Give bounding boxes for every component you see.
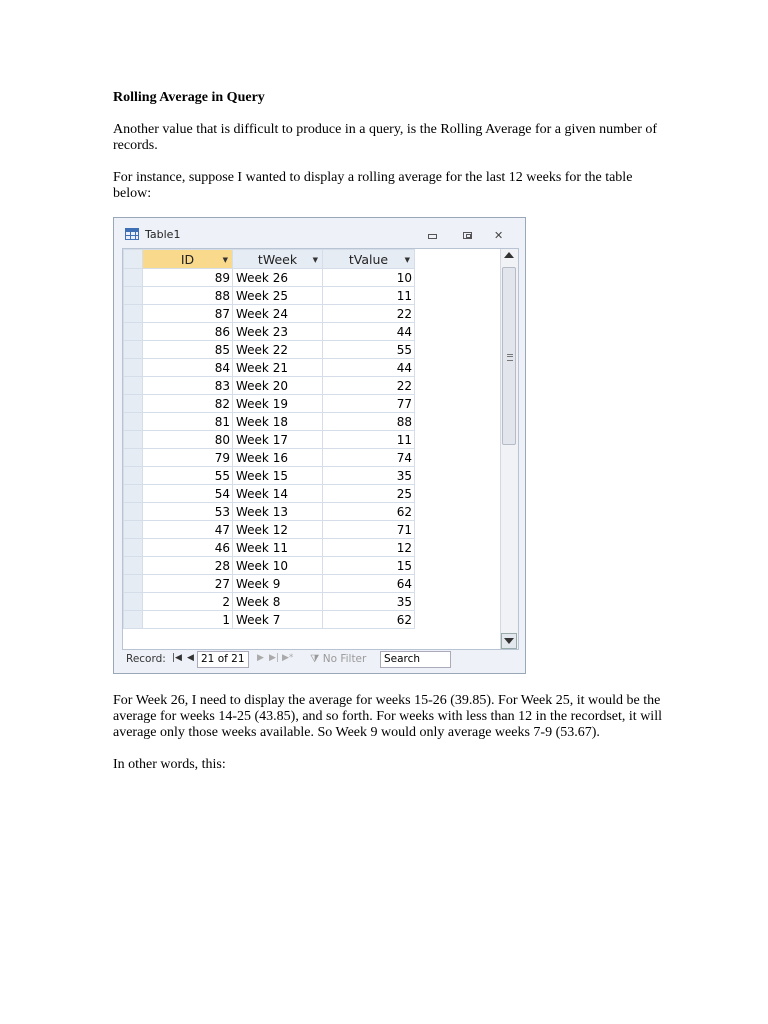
- record-selector[interactable]: [124, 359, 143, 377]
- column-header-label: tWeek: [257, 251, 298, 267]
- table-row[interactable]: [124, 377, 505, 395]
- last-record-icon[interactable]: ▶|: [269, 653, 279, 663]
- empty-cell: [415, 557, 505, 575]
- document-heading: Rolling Average in Query: [113, 90, 265, 105]
- cell-id[interactable]: 55: [143, 467, 233, 485]
- empty-cell: [415, 449, 505, 467]
- datasheet-table: [123, 249, 505, 629]
- record-selector[interactable]: [124, 305, 143, 323]
- paragraph-in-other-words: In other words, this:: [113, 757, 226, 772]
- cell-tvalue[interactable]: 22: [323, 377, 415, 395]
- table-icon: [125, 228, 139, 240]
- cell-id[interactable]: 2: [143, 593, 233, 611]
- record-selector[interactable]: [124, 503, 143, 521]
- scroll-down-icon[interactable]: [501, 633, 517, 649]
- cell-tvalue[interactable]: 77: [323, 395, 415, 413]
- cell-tweek[interactable]: Week 12: [233, 521, 323, 539]
- header-row: [124, 250, 505, 269]
- cell-tweek[interactable]: Week 20: [233, 377, 323, 395]
- column-header-id[interactable]: [143, 250, 233, 269]
- empty-cell: [415, 305, 505, 323]
- cell-tvalue[interactable]: 25: [323, 485, 415, 503]
- cell-tweek[interactable]: Week 22: [233, 341, 323, 359]
- cell-id[interactable]: 85: [143, 341, 233, 359]
- cell-id[interactable]: 89: [143, 269, 233, 287]
- cell-tvalue[interactable]: 10: [323, 269, 415, 287]
- empty-column: [415, 250, 505, 269]
- cell-tvalue[interactable]: 11: [323, 287, 415, 305]
- datasheet-grid: [122, 248, 519, 650]
- cell-tvalue[interactable]: 64: [323, 575, 415, 593]
- table-row[interactable]: [124, 323, 505, 341]
- table-row[interactable]: [124, 485, 505, 503]
- cell-tweek[interactable]: Week 24: [233, 305, 323, 323]
- cell-tvalue[interactable]: 12: [323, 539, 415, 557]
- dropdown-arrow-icon[interactable]: ▼: [404, 256, 410, 264]
- cell-tvalue[interactable]: 62: [323, 611, 415, 629]
- previous-record-icon[interactable]: ◀: [187, 653, 194, 663]
- cell-tvalue[interactable]: 44: [323, 323, 415, 341]
- table-row[interactable]: [124, 395, 505, 413]
- sort-descending-icon[interactable]: ▼: [222, 256, 228, 264]
- cell-tvalue[interactable]: 62: [323, 503, 415, 521]
- column-header-label: ID: [180, 251, 195, 267]
- cell-id[interactable]: 47: [143, 521, 233, 539]
- table-row[interactable]: [124, 269, 505, 287]
- record-selector[interactable]: [124, 269, 143, 287]
- cell-tweek[interactable]: Week 23: [233, 323, 323, 341]
- table-row[interactable]: [124, 611, 505, 629]
- record-selector[interactable]: [124, 395, 143, 413]
- scroll-up-icon[interactable]: [504, 252, 514, 258]
- new-record-icon[interactable]: ▶*: [282, 653, 294, 663]
- cell-tvalue[interactable]: 22: [323, 305, 415, 323]
- cell-id[interactable]: 53: [143, 503, 233, 521]
- cell-id[interactable]: 87: [143, 305, 233, 323]
- cell-id[interactable]: 79: [143, 449, 233, 467]
- cell-id[interactable]: 83: [143, 377, 233, 395]
- cell-tweek[interactable]: Week 8: [233, 593, 323, 611]
- first-record-icon[interactable]: |◀: [172, 653, 182, 663]
- cell-tweek[interactable]: Week 21: [233, 359, 323, 377]
- record-selector[interactable]: [124, 557, 143, 575]
- empty-cell: [415, 395, 505, 413]
- restore-icon[interactable]: [463, 232, 472, 239]
- paragraph-explanation: For Week 26, I need to display the average for weeks 15-26 (39.85). For Week 25, it would be the average for weeks 14-25 (43.85), and so forth. For weeks with less than 12 in the recordset, it will average only those weeks available. So Week 9 would only average weeks 7-9 (53.67).: [113, 693, 662, 740]
- cell-id[interactable]: 88: [143, 287, 233, 305]
- cell-tweek[interactable]: Week 17: [233, 431, 323, 449]
- column-header-tvalue[interactable]: [323, 250, 415, 269]
- table-row[interactable]: [124, 287, 505, 305]
- window-titlebar[interactable]: [114, 218, 525, 248]
- empty-cell: [415, 593, 505, 611]
- table-row[interactable]: [124, 449, 505, 467]
- empty-cell: [415, 341, 505, 359]
- empty-cell: [415, 611, 505, 629]
- column-header-label: tValue: [348, 251, 389, 267]
- record-selector[interactable]: [124, 539, 143, 557]
- cell-id[interactable]: 28: [143, 557, 233, 575]
- cell-tweek[interactable]: Week 16: [233, 449, 323, 467]
- cell-tvalue[interactable]: 71: [323, 521, 415, 539]
- record-navigation-bar: [122, 651, 519, 668]
- scroll-grip-icon: [507, 354, 513, 361]
- no-filter-button[interactable]: [310, 653, 366, 666]
- empty-cell: [415, 485, 505, 503]
- select-all-corner[interactable]: [124, 250, 143, 269]
- cell-id[interactable]: 86: [143, 323, 233, 341]
- empty-cell: [415, 467, 505, 485]
- search-input[interactable]: Search: [380, 651, 451, 668]
- cell-tvalue[interactable]: 15: [323, 557, 415, 575]
- empty-cell: [415, 539, 505, 557]
- paragraph-intro: Another value that is difficult to produce in a query, is the Rolling Average for a given number of records.: [113, 122, 658, 153]
- record-selector[interactable]: [124, 413, 143, 431]
- cell-tweek[interactable]: Week 7: [233, 611, 323, 629]
- cell-tvalue[interactable]: 88: [323, 413, 415, 431]
- filter-icon: ⧩: [310, 653, 320, 665]
- empty-cell: [415, 359, 505, 377]
- cell-id[interactable]: 84: [143, 359, 233, 377]
- cell-tweek[interactable]: Week 18: [233, 413, 323, 431]
- window-title: Table1: [145, 228, 181, 241]
- cell-tvalue[interactable]: 11: [323, 431, 415, 449]
- cell-tvalue[interactable]: 74: [323, 449, 415, 467]
- table-row[interactable]: [124, 467, 505, 485]
- record-selector[interactable]: [124, 449, 143, 467]
- cell-tvalue[interactable]: 44: [323, 359, 415, 377]
- close-icon[interactable]: ✕: [494, 229, 504, 242]
- cell-id[interactable]: 54: [143, 485, 233, 503]
- record-position-field[interactable]: 21 of 21: [197, 651, 249, 668]
- table-row[interactable]: [124, 575, 505, 593]
- cell-tweek[interactable]: Week 14: [233, 485, 323, 503]
- table-row[interactable]: [124, 557, 505, 575]
- table-row[interactable]: [124, 431, 505, 449]
- paragraph-instance: For instance, suppose I wanted to display a rolling average for the last 12 weeks for the table below:: [113, 170, 633, 201]
- cell-id[interactable]: 81: [143, 413, 233, 431]
- empty-cell: [415, 575, 505, 593]
- empty-cell: [415, 431, 505, 449]
- record-selector[interactable]: [124, 485, 143, 503]
- record-selector[interactable]: [124, 377, 143, 395]
- access-table-window: [113, 217, 526, 674]
- cell-tvalue[interactable]: 35: [323, 467, 415, 485]
- record-selector[interactable]: [124, 521, 143, 539]
- empty-cell: [415, 413, 505, 431]
- record-selector[interactable]: [124, 593, 143, 611]
- empty-cell: [415, 521, 505, 539]
- cell-id[interactable]: 27: [143, 575, 233, 593]
- cell-tweek[interactable]: Week 26: [233, 269, 323, 287]
- table-row[interactable]: [124, 593, 505, 611]
- minimize-icon[interactable]: [428, 234, 437, 239]
- cell-tweek[interactable]: Week 11: [233, 539, 323, 557]
- cell-tweek[interactable]: Week 25: [233, 287, 323, 305]
- cell-tweek[interactable]: Week 13: [233, 503, 323, 521]
- cell-tvalue[interactable]: 55: [323, 341, 415, 359]
- next-record-icon[interactable]: ▶: [257, 653, 264, 663]
- column-header-tweek[interactable]: [233, 250, 323, 269]
- record-selector[interactable]: [124, 431, 143, 449]
- cell-tweek[interactable]: Week 9: [233, 575, 323, 593]
- cell-id[interactable]: 46: [143, 539, 233, 557]
- cell-tvalue[interactable]: 35: [323, 593, 415, 611]
- empty-cell: [415, 503, 505, 521]
- table-row[interactable]: [124, 503, 505, 521]
- table-row[interactable]: [124, 539, 505, 557]
- cell-id[interactable]: 82: [143, 395, 233, 413]
- record-selector[interactable]: [124, 341, 143, 359]
- record-selector[interactable]: [124, 287, 143, 305]
- record-selector[interactable]: [124, 467, 143, 485]
- table-row[interactable]: [124, 413, 505, 431]
- table-row[interactable]: [124, 305, 505, 323]
- table-row[interactable]: [124, 341, 505, 359]
- empty-cell: [415, 287, 505, 305]
- record-selector[interactable]: [124, 575, 143, 593]
- table-row[interactable]: [124, 521, 505, 539]
- dropdown-arrow-icon[interactable]: ▼: [312, 256, 318, 264]
- empty-cell: [415, 377, 505, 395]
- record-selector[interactable]: [124, 611, 143, 629]
- vertical-scrollbar[interactable]: [500, 249, 518, 649]
- cell-id[interactable]: 1: [143, 611, 233, 629]
- scroll-thumb[interactable]: [502, 267, 516, 445]
- cell-tweek[interactable]: Week 19: [233, 395, 323, 413]
- record-selector[interactable]: [124, 323, 143, 341]
- empty-cell: [415, 269, 505, 287]
- cell-tweek[interactable]: Week 15: [233, 467, 323, 485]
- no-filter-label: No Filter: [322, 653, 367, 665]
- record-label: Record:: [126, 653, 166, 665]
- cell-id[interactable]: 80: [143, 431, 233, 449]
- table-row[interactable]: [124, 359, 505, 377]
- empty-cell: [415, 323, 505, 341]
- cell-tweek[interactable]: Week 10: [233, 557, 323, 575]
